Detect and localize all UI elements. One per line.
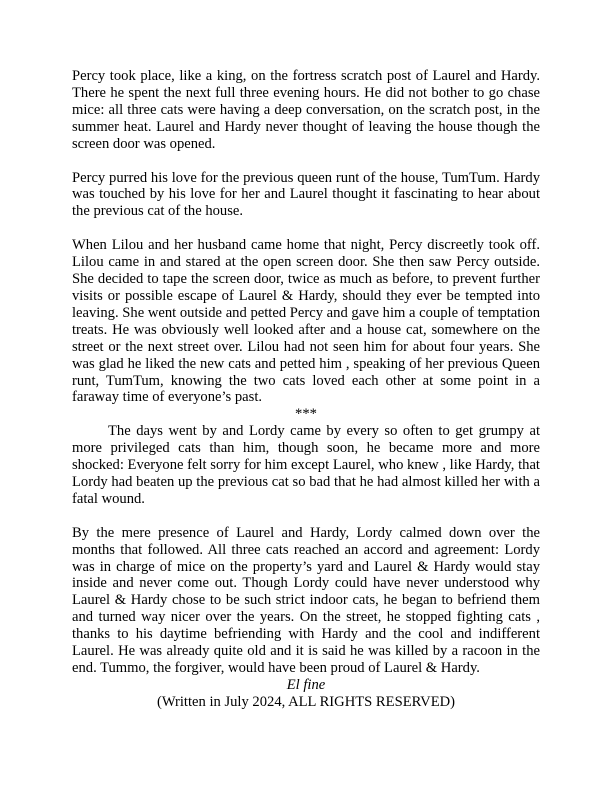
paragraph-percy-scratch-post: Percy took place, like a king, on the fortress scratch post of Laurel and Hardy. There he spent the next full three evening hours. He did not bother to go chase mice: all three cats were having a deep conversation, on the scratch post, in the summer heat. Laurel and Hardy never thought of leaving the house though the screen door was opened.: [72, 68, 540, 152]
section-break: ***: [295, 406, 317, 423]
paragraph-lordy-grumpy: The days went by and Lordy came by every so often to get grumpy at more privileged cats than him, though soon, he became more and more shocked: Everyone felt sorry for him except Laurel, who knew , like Hardy, that Lordy had beaten up the previous cat so bad that he had almost killed her with a fatal wound.: [72, 423, 540, 507]
paragraph-percy-tumtum: Percy purred his love for the previous queen runt of the house, TumTum. Hardy was touched by his love for her and Laurel thought it fascinating to hear about the previous cat of the house.: [72, 169, 540, 220]
paragraph-lordy-calms-down: By the mere presence of Laurel and Hardy, Lordy calmed down over the months that followed. All three cats reached an accord and agreement: Lordy was in charge of mice on the property’s yard and Laurel & Hardy would stay inside and never come out. Though Lordy could have never understood why Laurel & Hardy chose to be such strict indoor cats, he began to befriend them and turned way nicer over the years. On the street, he stopped fighting cats , thanks to his daytime befriending with Hardy and the cool and indifferent Laurel. He was already quite old and it is said he was killed by a racoon in the end. Tummo, the forgiver, would have been proud of Laurel & Hardy.: [72, 524, 540, 676]
paragraph-spacer: [72, 220, 540, 237]
paragraph-spacer: [72, 508, 540, 525]
copyright-credit: (Written in July 2024, ALL RIGHTS RESERVED): [156, 693, 456, 710]
document-page: [72, 68, 540, 711]
ending-line: El fine: [286, 676, 326, 693]
paragraph-lilou-returns: When Lilou and her husband came home that night, Percy discreetly took off. Lilou came in and stared at the open screen door. She then saw Percy outside. She decided to tape the screen door, twice as much as before, to prevent further visits or possible escape of Laurel & Hardy, should they ever be tempted into leaving. She went outside and petted Percy and gave him a couple of temptation treats. He was obviously well looked after and a house cat, somewhere on the street or the next street over. Lilou had not seen him for about four years. She was glad he liked the new cats and petted him , speaking of her previous Queen runt, TumTum, knowing the two cats loved each other at some point in a faraway time of everyone’s past.: [72, 237, 540, 406]
paragraph-spacer: [72, 153, 540, 170]
